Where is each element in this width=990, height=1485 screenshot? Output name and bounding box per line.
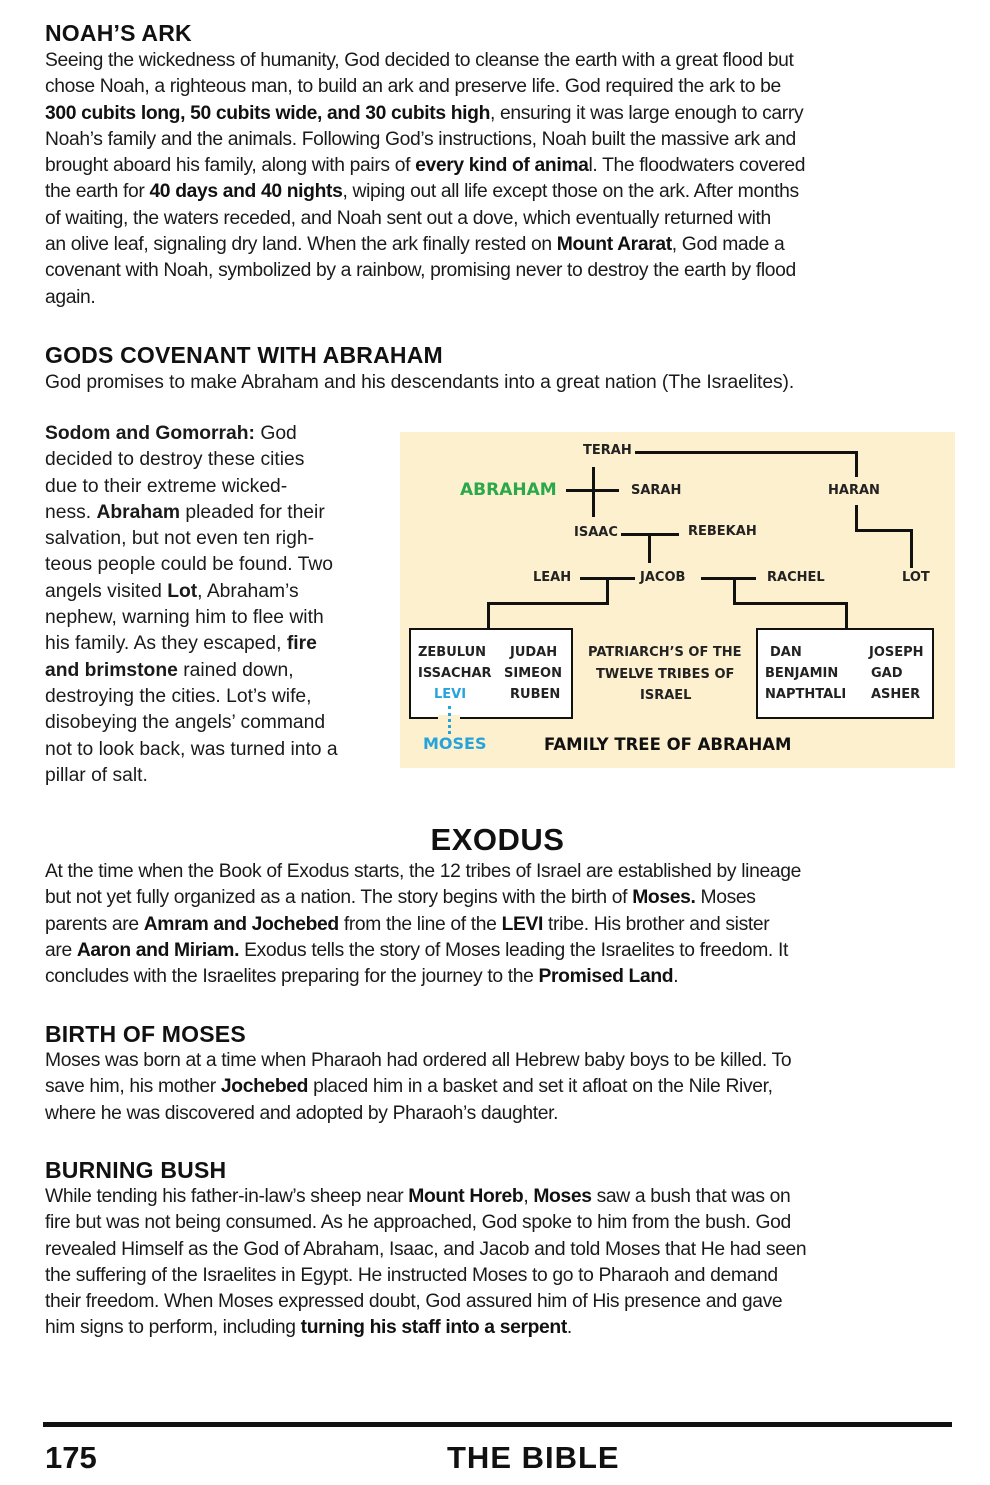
family-tree-title: FAMILY TREE OF ABRAHAM [544, 735, 792, 754]
lineage-dotted-line [448, 706, 451, 734]
text-line: covenant with Noah, symbolized by a rainbow, promising never to destroy the earth by flood [45, 260, 796, 282]
text-line: teous people could be found. Two [45, 554, 334, 576]
tribe-name: BENJAMIN [765, 666, 839, 681]
text-line: At the time when the Book of Exodus starts, the 12 tribes of Israel are established by lineage [45, 861, 801, 882]
text-line: chose Noah, a righteous man, to build an ark and preserve life. God required the ark to be [45, 76, 781, 98]
node-rachel: RACHEL [767, 570, 825, 585]
node-rebekah: REBEKAH [688, 524, 757, 539]
connector-line [845, 602, 848, 630]
sodom-gomorrah-paragraph [45, 421, 390, 789]
tribe-name: JUDAH [510, 645, 558, 660]
connector-line [648, 533, 651, 563]
text-line: but not yet fully organized as a nation. The story begins with the birth of Moses. Moses [45, 887, 756, 909]
connector-line [487, 602, 490, 630]
running-title: THE BIBLE [447, 1440, 620, 1475]
tribe-name: ASHER [871, 687, 921, 702]
connector-line [910, 529, 913, 568]
tribe-name-levi: LEVI [434, 687, 467, 702]
family-tree-diagram [400, 432, 955, 768]
text-line: pillar of salt. [45, 764, 148, 786]
tribe-name: JOSEPH [869, 645, 924, 660]
tribe-name: GAD [871, 666, 903, 681]
text-line: parents are Amram and Jochebed from the line of the LEVI tribe. His brother and sister [45, 913, 770, 935]
text-line: due to their extreme wicked- [45, 475, 288, 497]
exodus-title: EXODUS [430, 822, 565, 857]
connector-line [701, 577, 756, 580]
tribe-name: DAN [770, 645, 802, 660]
center-label-line: ISRAEL [640, 688, 692, 703]
text-line: not to look back, was turned into a [45, 738, 338, 760]
node-isaac: ISAAC [574, 525, 618, 540]
text-line: fire but was not being consumed. As he approached, God spoke to him from the bush. God [45, 1212, 791, 1234]
text-line: the earth for 40 days and 40 nights, wiping out all life except those on the ark. After months [45, 181, 799, 203]
connector-line [635, 451, 858, 454]
node-haran: HARAN [828, 483, 880, 498]
center-label-line: PATRIARCH’S OF THE [588, 645, 742, 660]
connector-line [606, 577, 609, 604]
text-line: brought aboard his family, along with pairs of every kind of animal. The floodwaters covered [45, 155, 806, 177]
burning-bush-paragraph [45, 1184, 950, 1342]
text-line: the suffering of the Israelites in Egypt. He instructed Moses to go to Pharaoh and demand [45, 1264, 778, 1286]
text-line: nephew, warning him to flee with [45, 607, 324, 629]
text-line: him signs to perform, including turning his staff into a serpent. [45, 1317, 572, 1339]
connector-line [592, 467, 595, 517]
text-line: Seeing the wickedness of humanity, God decided to cleanse the earth with a great flood but [45, 50, 794, 71]
text-line: salvation, but not even ten righ- [45, 528, 315, 550]
text-line: revealed Himself as the God of Abraham, Isaac, and Jacob and told Moses that He had seen [45, 1238, 807, 1260]
text-line: While tending his father-in-law’s sheep near Mount Horeb, Moses saw a bush that was on [45, 1186, 791, 1207]
text-line: again. [45, 286, 96, 308]
node-jacob: JACOB [640, 570, 686, 585]
text-line: an olive leaf, signaling dry land. When the ark finally rested on Mount Ararat, God made a [45, 234, 785, 256]
text-line: 300 cubits long, 50 cubits wide, and 30 cubits high, ensuring it was large enough to carry [45, 102, 804, 124]
center-label-line: TWELVE TRIBES OF [596, 667, 735, 682]
text-line: and brimstone rained down, [45, 659, 294, 681]
tribe-name: RUBEN [510, 687, 561, 702]
covenant-intro: God promises to make Abraham and his descendants into a great nation (The Israelites). [45, 372, 795, 393]
text-line: save him, his mother Jochebed placed him in a basket and set it afloat on the Nile River, [45, 1076, 773, 1098]
page-number: 175 [45, 1440, 97, 1475]
noahs-ark-heading: NOAH’S ARK [45, 20, 192, 46]
tribe-name: ZEBULUN [418, 645, 487, 660]
node-moses: MOSES [423, 734, 487, 753]
text-line: Moses was born at a time when Pharaoh had ordered all Hebrew baby boys to be killed. To [45, 1050, 792, 1071]
node-abraham: ABRAHAM [460, 480, 557, 500]
covenant-heading: GODS COVENANT WITH ABRAHAM [45, 342, 443, 368]
birth-of-moses-paragraph [45, 1048, 950, 1127]
node-leah: LEAH [533, 570, 572, 585]
connector-line [487, 602, 609, 605]
text-line: of waiting, the waters receded, and Noah sent out a dove, which eventually returned with [45, 207, 771, 229]
text-line: disobeying the angels’ command [45, 712, 326, 734]
connector-line [733, 602, 848, 605]
noahs-ark-paragraph [45, 48, 950, 311]
text-line: their freedom. When Moses expressed doubt, God assured him of His presence and gave [45, 1291, 783, 1313]
node-lot: LOT [902, 570, 930, 585]
tribe-name: ISSACHAR [418, 666, 492, 681]
text-line: his family. As they escaped, fire [45, 633, 317, 655]
text-line: concludes with the Israelites preparing for the journey to the Promised Land. [45, 966, 679, 988]
footer-rule [43, 1422, 952, 1427]
connector-line [733, 577, 736, 604]
text-line: where he was discovered and adopted by Pharaoh’s daughter. [45, 1102, 559, 1124]
text-line: ness. Abraham pleaded for their [45, 501, 325, 523]
exodus-paragraph [45, 859, 950, 990]
connector-line [855, 505, 858, 532]
tribe-name: SIMEON [504, 666, 562, 681]
text-line: angels visited Lot, Abraham’s [45, 580, 299, 602]
tribe-name: NAPTHTALI [765, 687, 847, 702]
text-line: decided to destroy these cities [45, 449, 305, 471]
text-line: are Aaron and Miriam. Exodus tells the story of Moses leading the Israelites to freedom. It [45, 939, 788, 961]
burning-bush-heading: BURNING BUSH [45, 1157, 227, 1183]
node-sarah: SARAH [631, 483, 682, 498]
text-line: destroying the cities. Lot’s wife, [45, 685, 312, 707]
connector-line [855, 451, 858, 477]
connector-line [855, 529, 913, 532]
text-line: Noah’s family and the animals. Following God’s instructions, Noah built the massive ark and [45, 128, 796, 150]
text-line: Sodom and Gomorrah: God [45, 423, 297, 444]
node-terah: TERAH [583, 443, 632, 458]
birth-of-moses-heading: BIRTH OF MOSES [45, 1021, 246, 1047]
